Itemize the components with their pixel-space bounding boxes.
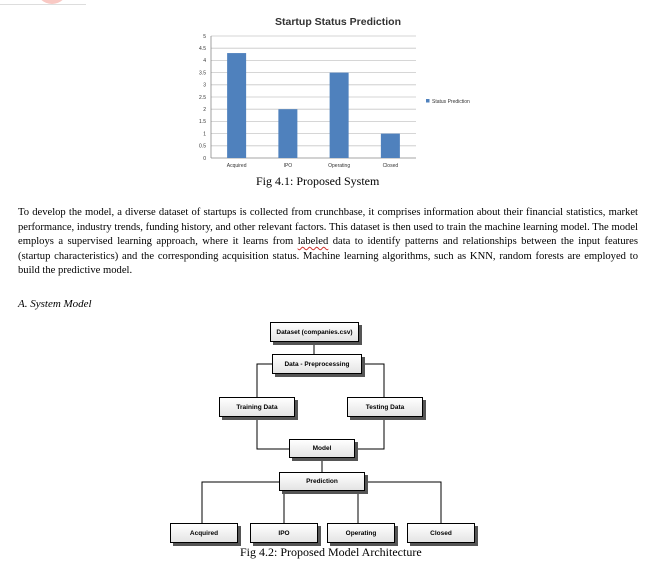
y-tick-label: 2.5 xyxy=(199,94,206,101)
y-tick-label: 2 xyxy=(203,107,206,113)
y-tick-label: 1 xyxy=(203,131,206,138)
prediction-box: Prediction xyxy=(279,472,365,491)
y-tick-label: 4 xyxy=(203,58,206,65)
y-tick-label: 0 xyxy=(203,155,206,162)
paragraph-text-2: data to identify patterns and relationships between the input features (startup characteristics) and the corresponding acquisition status. Machine learning algorithms, such as KNN, random forests are employed to build the predictive model. xyxy=(18,236,639,277)
y-tick-label: 3.5 xyxy=(199,70,206,77)
figure-caption-2: Fig 4.2: Proposed Model Architecture xyxy=(240,545,422,559)
chart-title: Startup Status Prediction xyxy=(274,16,402,28)
preprocessing-box: Data - Preprocessing xyxy=(272,354,362,374)
figure-caption-1: Fig 4.1: Proposed System xyxy=(256,174,380,188)
y-tick-label: 5 xyxy=(203,33,206,40)
testing-data-box: Testing Data xyxy=(347,397,423,417)
x-tick-label: Closed xyxy=(382,163,399,169)
y-tick-label: 4.5 xyxy=(199,46,206,52)
training-data-box: Training Data xyxy=(219,397,295,417)
y-tick-label: 3 xyxy=(203,82,206,89)
x-tick-label: Acquired xyxy=(226,163,247,169)
spellcheck-flagged-word: labeled xyxy=(297,236,329,248)
dataset-box: Dataset (companies.csv) xyxy=(270,322,359,342)
output-operating-box: Operating xyxy=(327,523,395,543)
y-tick-label: 1.5 xyxy=(199,119,206,126)
x-tick-label: IPO xyxy=(283,163,293,169)
model-box: Model xyxy=(289,439,355,458)
legend-label: Status Prediction xyxy=(432,99,470,105)
x-tick-label: Operating xyxy=(328,163,351,169)
output-acquired-box: Acquired xyxy=(170,523,238,543)
output-closed-box: Closed xyxy=(407,523,475,543)
output-ipo-box: IPO xyxy=(250,523,318,543)
paragraph-text-1: To develop the model, a diverse dataset of startups is collected from crunchbase, it comprises information about their financial statistics, market performance, industry trends, funding history, and other relevant factors. This dataset is then used to train the machine learning model. The model employs a supervised learning approach, where it learns from xyxy=(18,207,638,248)
section-heading: A. System Model xyxy=(18,298,92,310)
y-tick-label: 0.5 xyxy=(199,143,206,150)
